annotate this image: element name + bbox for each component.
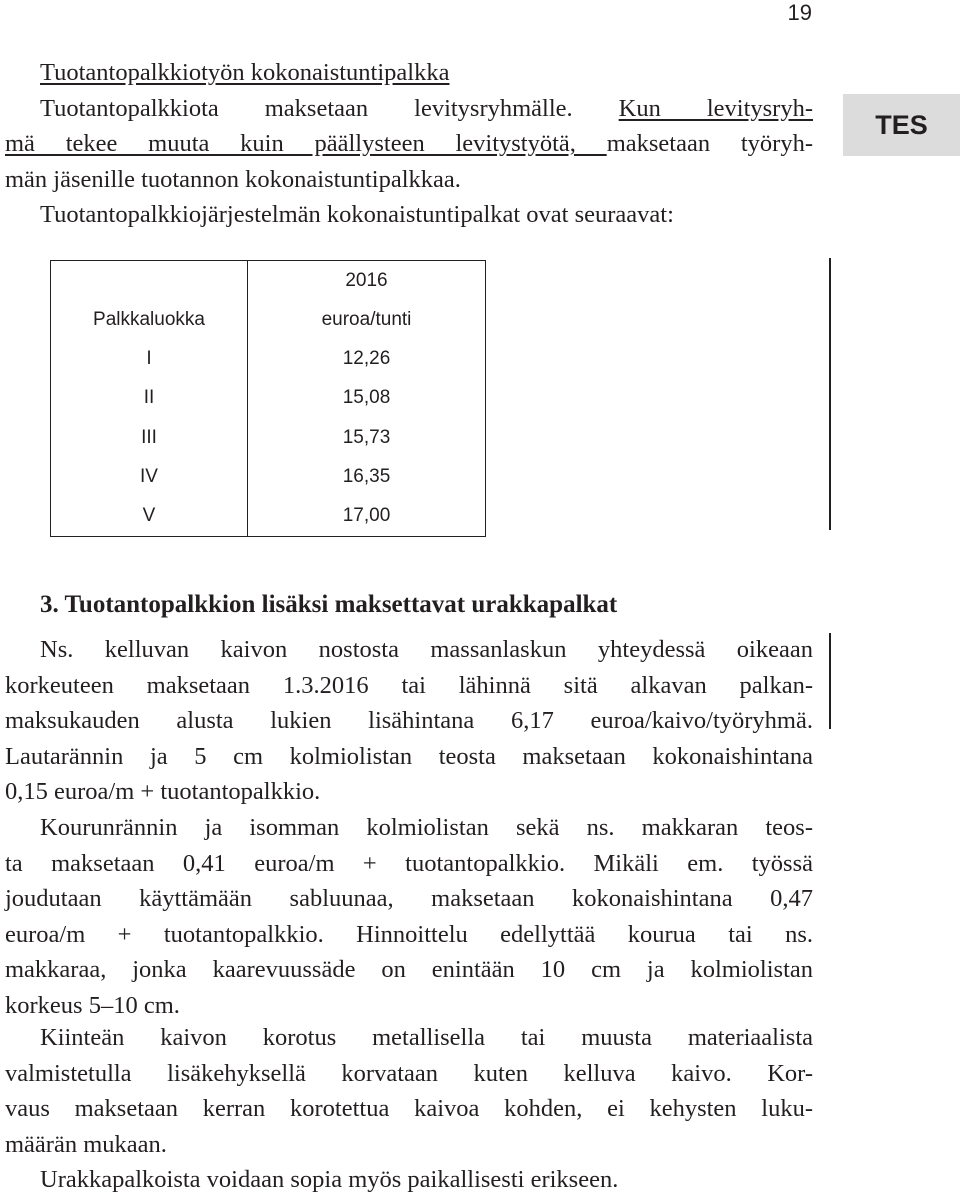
table-row	[51, 457, 486, 496]
pay-class: III	[51, 418, 248, 457]
text-line: korkeuteen maksetaan 1.3.2016 tai lähinnä sitä alkavan palkan-	[5, 671, 813, 699]
revision-bar-section	[829, 633, 831, 729]
text-line: vaus maksetaan kerran korotettua kaivoa kohden, ei kehysten luku-	[5, 1095, 813, 1122]
paragraph-kourunranni	[5, 810, 813, 1023]
intro-line-1: Tuotantopalkkiota maksetaan levitysryhmälle. Kun levitysryh-	[40, 94, 813, 122]
table-lead: Tuotantopalkkiojärjestelmän kokonaistuntipalkat ovat seuraavat:	[40, 201, 674, 228]
text-line: Ns. kelluvan kaivon nostosta massanlaskun yhteydessä oikeaan	[40, 636, 813, 663]
intro-line-2: mä tekee muuta kuin päällysteen levitystyötä, maksetaan työryh-	[5, 130, 813, 157]
table-row	[51, 418, 486, 457]
tes-side-tab: TES	[843, 94, 960, 156]
text-line: Kiinteän kaivon korotus metallisella tai muusta materiaalista	[40, 1024, 813, 1051]
pay-class: V	[51, 497, 248, 537]
text-line: korkeus 5–10 cm.	[5, 991, 180, 1019]
intro-line-3: män jäsenille tuotannon kokonaistuntipalkkaa.	[5, 165, 461, 193]
intro-block	[5, 55, 813, 233]
pay-class: II	[51, 379, 248, 418]
page-number: 19	[787, 0, 812, 25]
pay-class: IV	[51, 457, 248, 496]
rate-header: euroa/tunti	[248, 300, 486, 339]
hourly-rate: 15,73	[248, 418, 486, 457]
section-heading: 3. Tuotantopalkkion lisäksi maksettavat urakkapalkat	[40, 591, 618, 618]
class-header: Palkkaluokka	[51, 300, 248, 339]
text-line: euroa/m + tuotantopalkkio. Hinnoittelu edellyttää kourua tai ns.	[5, 920, 813, 948]
text-line: 0,15 euroa/m + tuotantopalkkio.	[5, 778, 321, 805]
text-line: Urakkapalkoista voidaan sopia myös paikallisesti erikseen.	[40, 1166, 619, 1193]
text-line: valmistetulla lisäkehyksellä korvataan kuten kelluva kaivo. Kor-	[5, 1059, 813, 1087]
text-line: Kourunrännin ja isomman kolmiolistan sekä ns. makkaran teos-	[40, 814, 813, 841]
pay-class: I	[51, 340, 248, 379]
revision-bar-table	[829, 258, 831, 530]
hourly-rate: 15,08	[248, 379, 486, 418]
table-row	[51, 300, 486, 339]
paragraph-kiintea-kaivo	[5, 1020, 813, 1162]
paragraph-kelluva-kaivo	[5, 632, 813, 810]
year-header: 2016	[248, 261, 486, 301]
text-line: makkaraa, jonka kaarevuussäde on enintään 10 cm ja kolmiolistan	[5, 956, 813, 983]
rate-table	[50, 260, 486, 537]
hourly-rate: 17,00	[248, 497, 486, 537]
table-row	[51, 379, 486, 418]
text-line: joudutaan käyttämään sabluunaa, maksetaan kokonaishintana 0,47	[5, 885, 813, 912]
hourly-rate: 12,26	[248, 340, 486, 379]
intro-title: Tuotantopalkkiotyön kokonaistuntipalkka	[40, 59, 450, 86]
text-line: ta maksetaan 0,41 euroa/m + tuotantopalkkio. Mikäli em. työssä	[5, 849, 813, 877]
hourly-rate: 16,35	[248, 457, 486, 496]
text-line: maksukauden alusta lukien lisähintana 6,17 euroa/kaivo/työryhmä.	[5, 707, 813, 734]
table-row	[51, 340, 486, 379]
text-line: Lautarännin ja 5 cm kolmiolistan teosta maksetaan kokonaishintana	[5, 742, 813, 770]
text-line: määrän mukaan.	[5, 1130, 167, 1158]
table-row	[51, 497, 486, 537]
table-row	[51, 261, 486, 301]
paragraph-paikallinen-sopiminen	[5, 1162, 813, 1198]
